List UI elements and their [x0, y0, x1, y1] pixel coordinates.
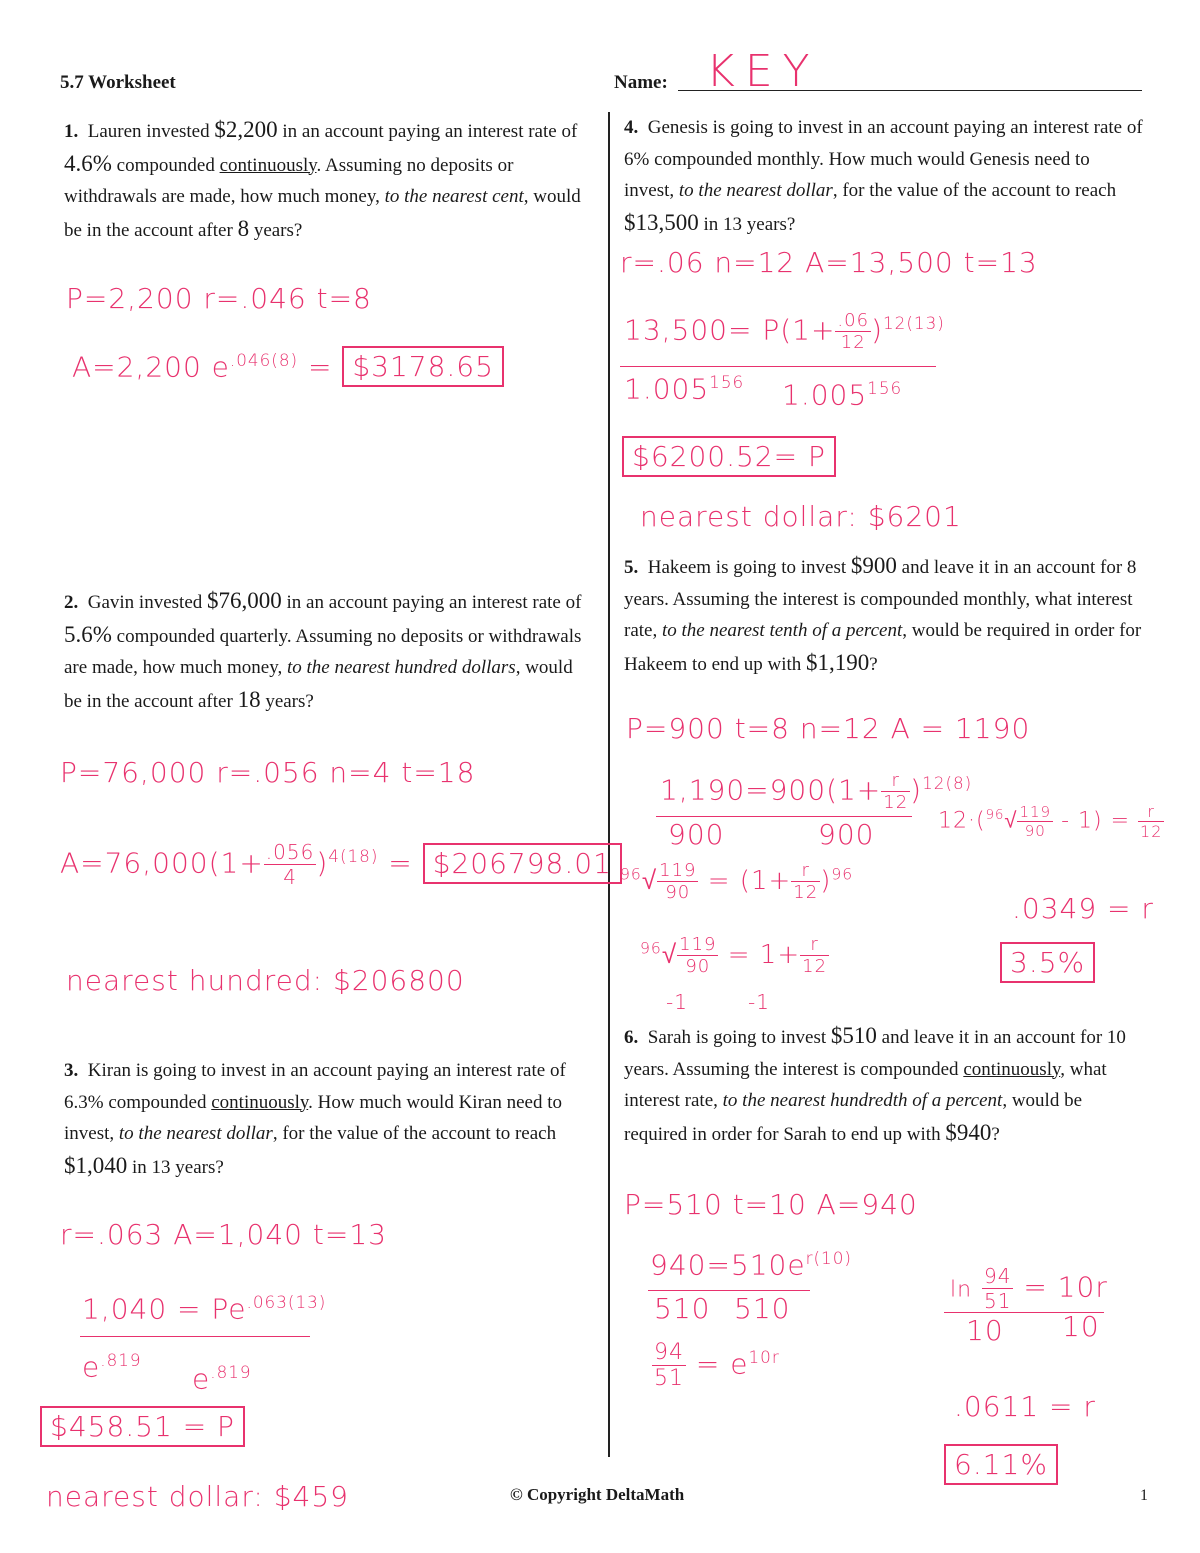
answer-4-fraction-bar [620, 366, 936, 367]
answer-6-exp-step: $\frac{94}{51}$ = $e^{10r}$ [654, 1340, 780, 1391]
answer-5-minus-left: -1 [666, 990, 688, 1014]
question-2: 2. Gavin invested $76,000 in an account paying an interest rate of 5.6% compounded quarterly. Assuming no deposits or withdrawals are made, how much money, to the nearest hundred dollars, would be in the account after 18 years? [64, 588, 582, 712]
answer-5-divisor-right: 900 [818, 818, 875, 851]
answer-2-result: $206798.01 [423, 843, 622, 884]
answer-2-nearest: nearest hundred: $206800 [66, 964, 465, 997]
answer-6-equation: $940=510e^{r(10)}$ [650, 1248, 852, 1282]
answer-1-equation: A=2,200 $e^{.046(8)}$ = $3178.65 [72, 350, 504, 383]
answer-3-result: $458.51 = P [40, 1410, 245, 1443]
answer-2-givens: P=76,000 r=.056 n=4 t=18 [60, 756, 476, 789]
answer-1-givens: P=2,200 r=.046 t=8 [66, 282, 372, 315]
answer-5-result: 3.5% [1000, 946, 1095, 979]
copyright-footer: © Copyright DeltaMath [510, 1485, 685, 1504]
answer-4-result: $6200.52= P [622, 440, 836, 473]
answer-6-divisor-left: 510 [654, 1292, 711, 1325]
answer-5-divisor-left: 900 [668, 818, 725, 851]
answer-6-divisor-right: 510 [734, 1292, 791, 1325]
answer-5-r-value: .0349 = r [1012, 892, 1154, 925]
answer-6-givens: P=510 t=10 A=940 [624, 1188, 918, 1221]
answer-4-divisor-left: 1.005$^{156}$ [624, 372, 745, 406]
answer-5-solve-step: 12·($^{96}$√ $\frac{119}{90}$ - 1) = $\frac{r}{12}$ [938, 802, 1163, 841]
name-label: Name: [614, 72, 668, 93]
answer-5-isolate-step: $^{96}$√ $\frac{119}{90}$ = 1+ $\frac{r}{12}$ [640, 934, 828, 977]
answer-3-equation: $1,040 = Pe^{.063(13)}$ [82, 1292, 327, 1326]
answer-5-fraction-bar [656, 816, 912, 817]
answer-4-givens: r=.06 n=12 A=13,500 t=13 [620, 246, 1038, 279]
answer-5-minus-right: -1 [748, 990, 770, 1014]
question-3: 3. Kiran is going to invest in an account paying an interest rate of 6.3% compounded continuously. How much would Kiran need to invest, to the nearest dollar, for the value of the account to reach $1,040 in 13 years? [64, 1060, 566, 1178]
worksheet-title: 5.7 Worksheet [60, 72, 176, 93]
answer-5-givens: P=900 t=8 n=12 A = 1190 [626, 712, 1031, 745]
answer-2-equation: A=76,000(1+ $\frac{.056}{4}$ )$^{4(18)}$ = $206798.01 [60, 840, 622, 889]
answer-4-nearest: nearest dollar: $6201 [640, 500, 962, 533]
answer-6-log-divisor-left: 10 [966, 1314, 1004, 1347]
question-4: 4. Genesis is going to invest in an account paying an interest rate of 6% compounded monthly. How much would Genesis need to invest, to the nearest dollar, for the value of the account to reach $13,500 in 13 years? [624, 117, 1143, 235]
answer-6-r-value: .0611 = r [954, 1390, 1096, 1423]
question-1: 1. Lauren invested $2,200 in an account paying an interest rate of 4.6% compounded continuously. Assuming no deposits or withdrawals are made, how much money, to the nearest cent, would be in the account after 8 years? [64, 117, 581, 241]
answer-5-equation: 1,190=900(1+ $\frac{r}{12}$ )$^{12(8)}$ [660, 770, 973, 813]
answer-3-divisor-left: $e^{.819}$ [82, 1350, 142, 1384]
question-6: 6. Sarah is going to invest $510 and leave it in an account for 10 years. Assuming the interest is compounded continuously, what interest rate, to the nearest hundredth of a percent, would be required in order for Sarah to end up with $940? [624, 1023, 1126, 1145]
answer-3-givens: r=.063 A=1,040 t=13 [60, 1218, 387, 1251]
answer-1-result: $3178.65 [342, 346, 504, 387]
column-divider [608, 112, 610, 1457]
answer-6-result: 6.11% [944, 1448, 1058, 1481]
answer-3-divisor-right: $e^{.819}$ [192, 1362, 252, 1396]
question-5: 5. Hakeem is going to invest $900 and leave it in an account for 8 years. Assuming the interest is compounded monthly, what interest rate, to the nearest tenth of a percent, would be required in order for Hakeem to end up with $1,190? [624, 553, 1142, 675]
answer-3-fraction-bar [80, 1336, 310, 1337]
answer-6-log-step: ln $\frac{94}{51}$ = 10r [950, 1264, 1108, 1313]
answer-5-root-step: $^{96}$√ $\frac{119}{90}$ = (1+ $\frac{r}{12}$ )$^{96}$ [620, 860, 854, 903]
name-value-handwritten: KEY [706, 46, 820, 97]
answer-3-nearest: nearest dollar: $459 [46, 1480, 349, 1513]
answer-4-divisor-right: 1.005$^{156}$ [782, 378, 903, 412]
page-number: 1 [1140, 1487, 1148, 1504]
answer-6-log-divisor-right: 10 [1062, 1310, 1100, 1343]
answer-4-equation: 13,500= P(1+ $\frac{.06}{12}$ )$^{12(13)}$ [624, 310, 945, 353]
answer-6-fraction-bar [648, 1290, 810, 1291]
